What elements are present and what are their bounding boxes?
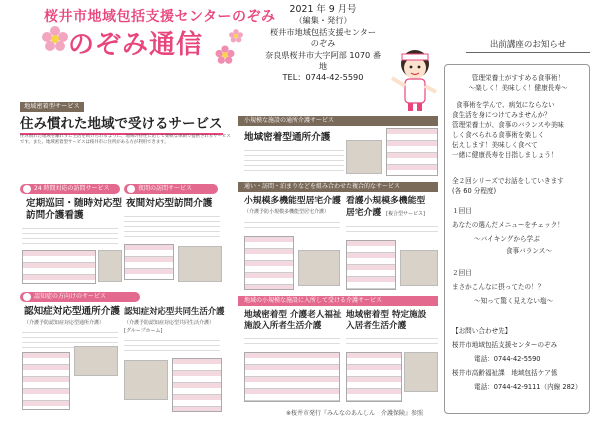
fee-table-dementia-day — [22, 352, 70, 410]
flower-decoration-icon — [214, 44, 236, 66]
session1-sub2: 食事バランス～ — [506, 247, 552, 255]
session1-label: １回目 — [452, 207, 472, 215]
svc-small-day: 地域密着型通所介護 — [244, 132, 331, 143]
publisher-line2: のぞみ — [310, 38, 336, 49]
fee-table-small-day — [386, 128, 438, 176]
fee-table-specific — [346, 352, 402, 402]
contact-city-office: 桜井市高齢福祉課 地域包括ケア係 — [452, 369, 558, 377]
banner-combo: 通い・訪問・泊まりなどを組み合わせた複合的なサービス — [238, 182, 438, 192]
contact-tel-1: 電話：0744-42-5590 — [474, 355, 541, 363]
issue-date: 2021 年 9 月号 — [289, 4, 357, 15]
svc-small-day-desc — [244, 146, 344, 174]
contact-tel-2: 電話：0744-42-9111（内線 282） — [474, 383, 582, 391]
heart-icon — [23, 293, 31, 301]
intro-line-1: 食事術を学んで、病気にならない — [456, 101, 555, 109]
intro-line-6: 一緒に健康長寿を目指しましょう！ — [452, 151, 558, 159]
photo-dementia-day — [74, 346, 118, 376]
svc-dementia-group-desc — [124, 336, 220, 354]
series-note: 全２回シリーズでお話をしていきます — [452, 177, 564, 185]
publisher-line1: 桜井市地域包括支援センター — [269, 26, 377, 37]
svc-kango-line2: 居宅介護 — [346, 208, 382, 218]
fee-table-welfare — [244, 352, 340, 402]
banner-small-day: 小規模な施設の通所介護サービス — [238, 116, 438, 126]
intro-line-2: 食生活を身につけてみませんか？ — [452, 111, 551, 119]
svc-dementia-day: 認知症対応型通所介護 — [24, 306, 120, 317]
publisher-address: 奈良県桜井市大字阿部 1070 番地 — [264, 49, 382, 72]
svc-welfare-desc — [244, 334, 340, 348]
clock-icon — [23, 185, 31, 193]
mascot-character-icon — [380, 44, 450, 114]
series-duration: (各 60 分程度) — [452, 187, 497, 195]
contact-org: 桜井市地域包括支援センターのぞみ — [452, 341, 558, 349]
photo-night — [178, 246, 222, 282]
svc-kango-sub: [複合型サービス] — [386, 211, 425, 217]
svc-specific-line1: 地域密着型 特定施設 — [346, 310, 427, 320]
intro-line-4: しく食べられる食事術を楽しく — [452, 131, 545, 139]
intro-line-3: 管理栄養士が、食事のバランスや美味 — [452, 121, 564, 129]
svc-night-desc — [124, 212, 220, 240]
photo-multi — [298, 250, 340, 286]
photo-24h — [98, 250, 122, 282]
svc-multi-sub: （介護予防小規模多機能型居宅介護） — [244, 209, 330, 215]
svc-24h-desc — [22, 224, 118, 244]
svc-kango-desc — [346, 222, 438, 236]
lecture-subheadline: ～楽しく！美味しく！健康長寿～ — [468, 84, 568, 92]
intro-line-5: 伝えします！美味しく食べて — [452, 141, 538, 149]
org-title: 桜井市地域包括支援センターのぞみ — [44, 9, 276, 25]
photo-specific — [404, 352, 438, 392]
bar-24h-service: 24 時間対応の訪問サービス — [20, 184, 120, 194]
publisher-tel: TEL：0744-42-5590 — [282, 72, 364, 83]
session1-sub1: ～バイキングから学ぶ — [474, 235, 540, 243]
session2-label: ２回目 — [452, 269, 472, 277]
photo-kango — [400, 250, 438, 286]
svc-welfare-line1: 地域密着型 介護老人福祉 — [244, 310, 342, 320]
issue-info — [264, 4, 382, 84]
fee-table-multi — [244, 236, 294, 290]
session2-sub: ～知って驚く見えない塩～ — [474, 297, 554, 305]
section-label: 地域密着型サービス — [20, 102, 84, 112]
bar-night-service: 夜間の訪問サービス — [124, 184, 218, 194]
svc-dementia-group-alt: [グループホーム] — [124, 328, 163, 334]
issue-edit-label: （編集・発行） — [294, 15, 352, 26]
fee-table-night — [124, 244, 174, 280]
session2-title: まさかこんなに摂ってたの！？ — [452, 283, 545, 291]
banner-residential: 地域の小規模な施設に入所して受ける介護サービス — [238, 296, 438, 306]
newsletter-title: のぞみ通信 — [68, 30, 204, 60]
svc-dementia-day-sub: （介護予防認知症対応型通所介護） — [24, 320, 105, 326]
photo-dementia-group — [124, 360, 168, 400]
svc-night: 夜間対応型訪問介護 — [126, 198, 213, 209]
svc-dementia-group-sub: （介護予防認知症対応型共同生活介護） — [124, 320, 215, 326]
footer-note: ※桜井市発行『みんなのあんしん 介護保険』参照 — [286, 410, 424, 417]
svc-specific-line2: 入居者生活介護 — [346, 321, 407, 331]
contact-heading: 【お問い合わせ先】 — [452, 327, 512, 335]
svc-multi: 小規模多機能型居宅介護 — [244, 196, 341, 206]
svc-welfare-line2: 施設入所者生活介護 — [244, 321, 322, 331]
flower-decoration-icon — [228, 28, 244, 44]
bar-dementia-service: 認知症の方向けのサービス — [20, 292, 140, 302]
flower-decoration-icon — [40, 24, 70, 54]
svc-specific-desc — [346, 334, 438, 348]
fee-table-kango — [346, 240, 396, 290]
main-heading: 住み慣れた地域で受けるサービス — [20, 112, 223, 135]
svc-24h-line2: 訪問介護看護 — [26, 210, 84, 221]
intro-paragraph: 住み慣れた地域を離れずに生活を続けられるように、地域の特性に応じて柔軟な体制で提供されるサービスです。また、地域密着型サービスは桜井市に住所がある方が利用できます。 — [20, 134, 231, 146]
session1-title: あなたの選んだメニューをチェック！ — [452, 221, 564, 229]
photo-small-day — [346, 140, 382, 174]
svc-24h-line1: 定期巡回・随時対応型 — [26, 198, 122, 209]
lecture-headline: 管理栄養士がすすめる食事術！ — [471, 74, 565, 82]
moon-icon — [127, 185, 135, 193]
fee-table-dementia-group — [172, 358, 222, 412]
fee-table-24h — [22, 250, 96, 284]
svc-kango: 看護小規模多機能型 — [346, 196, 426, 206]
svc-multi-desc — [244, 218, 340, 232]
svc-dementia-group: 認知症対応型共同生活介護 — [124, 306, 225, 316]
svc-dementia-day-desc — [22, 328, 118, 348]
sidebar-title: 出前講座のお知らせ — [466, 38, 590, 53]
